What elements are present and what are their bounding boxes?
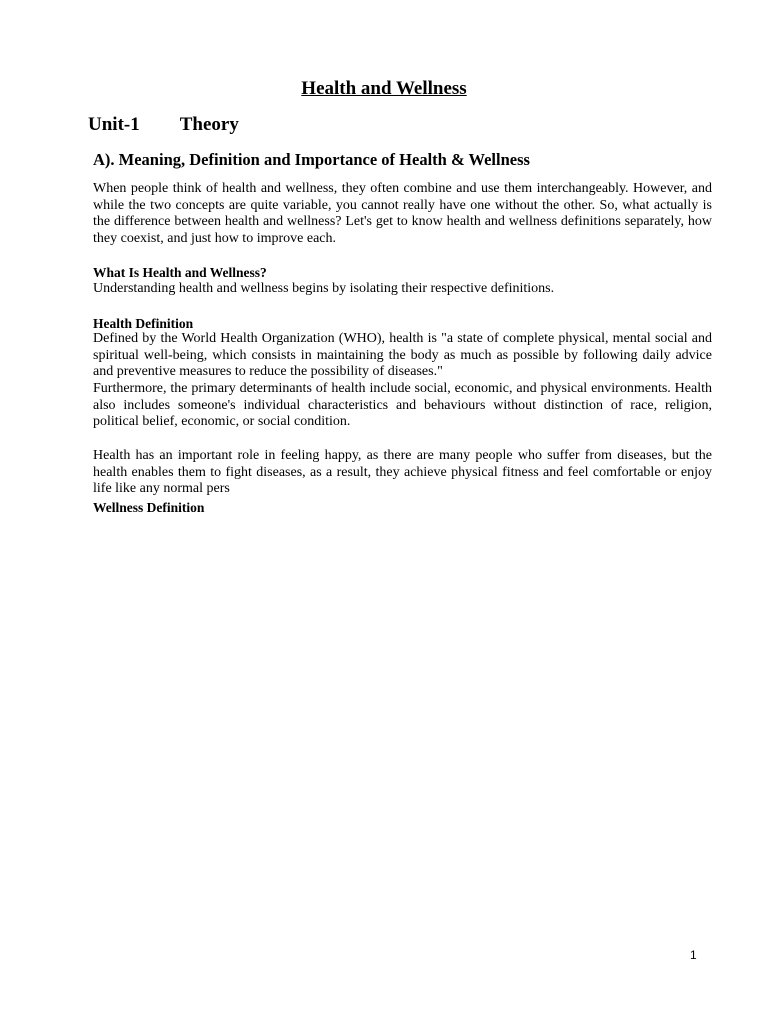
wellness-definition-heading: Wellness Definition: [93, 500, 205, 515]
page-number: 1: [690, 948, 697, 962]
health-definition-heading: Health Definition: [93, 316, 194, 331]
what-is-health-heading: What Is Health and Wellness?: [93, 265, 267, 280]
unit-name: Theory: [179, 114, 239, 135]
document-title: Health and Wellness: [301, 78, 467, 99]
unit-heading: [88, 114, 239, 136]
health-definition-paragraph: Defined by the World Health Organization (WHO), health is "a state of complete physical, mental social and spiritual well-being, which consists in maintaining the body as much as possible by following daily advice and preventive measures to reduce the possibility of diseases.": [93, 331, 712, 380]
section-heading: A). Meaning, Definition and Importance of Health & Wellness: [93, 150, 530, 169]
intro-paragraph: When people think of health and wellness, they often combine and use them interchangeably. However, and while the two concepts are quite variable, you cannot really have one without the other. So, what actually is the difference between health and wellness? Let's get to know health and wellness definitions separately, how they coexist, and just how to improve each.: [93, 181, 712, 246]
unit-number: Unit-1: [88, 114, 140, 135]
determinants-paragraph: Furthermore, the primary determinants of health include social, economic, and physical environments. Health also includes someone's individual characteristics and behaviours without distinction of race, religion, political belief, economic, or social condition.: [93, 381, 712, 430]
what-is-health-paragraph: Understanding health and wellness begins by isolating their respective definitions.: [93, 281, 555, 296]
health-role-paragraph: Health has an important role in feeling happy, as there are many people who suffer from diseases, but the health enables them to fight diseases, as a result, they achieve physical fitness and feel comfortable or enjoy life like any normal pers: [93, 448, 712, 497]
